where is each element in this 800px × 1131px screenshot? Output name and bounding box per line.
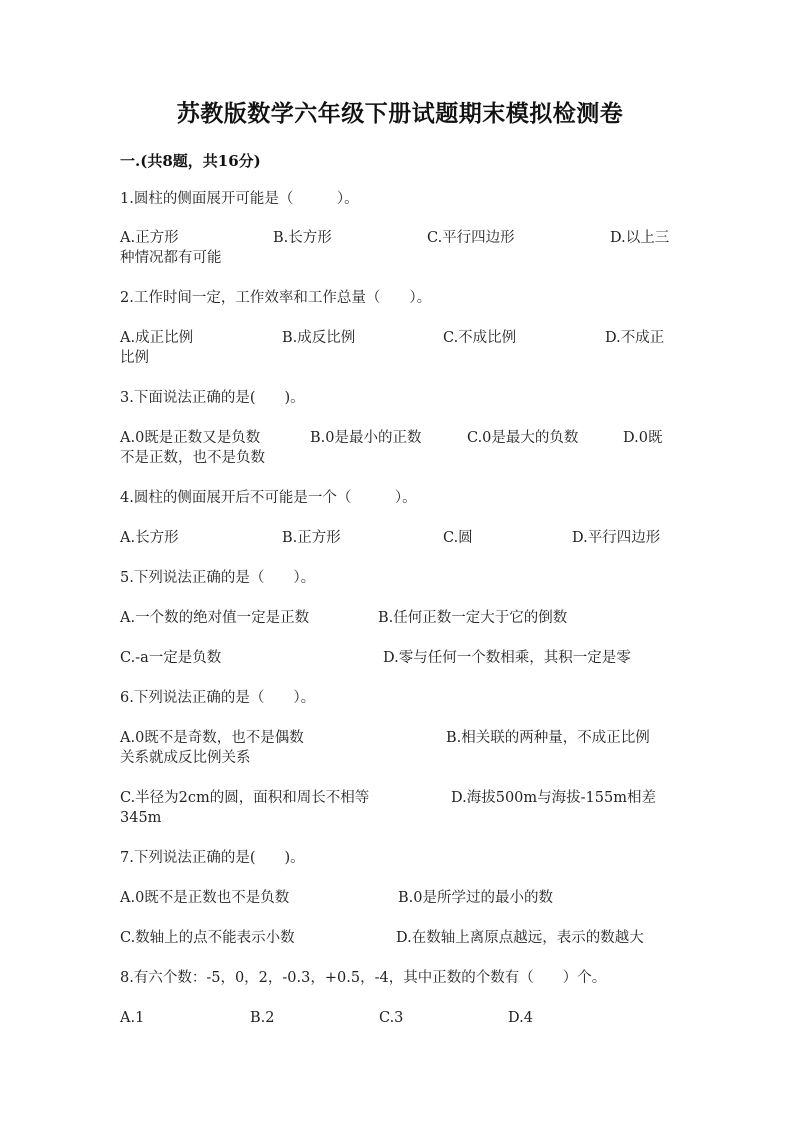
question-6-option-d-wrap: 345m [120, 810, 162, 826]
question-7-stem: 7.下列说法正确的是( )。 [120, 850, 305, 866]
question-1-option-b[interactable]: B.长方形 [273, 230, 332, 246]
question-5-option-d[interactable]: D.零与任何一个数相乘，其积一定是零 [383, 650, 631, 666]
question-2-option-a[interactable]: A.成正比例 [120, 330, 194, 346]
question-3-option-d[interactable]: D.0既 [623, 430, 663, 446]
question-8-stem: 8.有六个数：-5，0，2，-0.3，+0.5，-4，其中正数的个数有（ ）个。 [120, 970, 607, 986]
question-2-stem: 2.工作时间一定，工作效率和工作总量（ ）。 [120, 290, 432, 306]
question-6-option-b[interactable]: B.相关联的两种量，不成正比例 [446, 730, 650, 746]
question-1-stem: 1.圆柱的侧面展开可能是（ ）。 [120, 191, 359, 207]
question-5-option-a[interactable]: A.一个数的绝对值一定是正数 [120, 610, 310, 626]
question-4-option-d[interactable]: D.平行四边形 [572, 530, 661, 546]
question-8-option-d[interactable]: D.4 [508, 1010, 533, 1026]
question-2-option-d-wrap: 比例 [120, 350, 149, 366]
question-3-option-c[interactable]: C.0是最大的负数 [467, 430, 579, 446]
question-7-option-a[interactable]: A.0既不是正数也不是负数 [120, 890, 290, 906]
question-2-option-b[interactable]: B.成反比例 [282, 330, 356, 346]
question-6-stem: 6.下列说法正确的是（ ）。 [120, 690, 316, 706]
question-4-option-b[interactable]: B.正方形 [282, 530, 341, 546]
question-6-option-b-wrap: 关系就成反比例关系 [120, 750, 251, 766]
question-7-option-c[interactable]: C.数轴上的点不能表示小数 [120, 930, 295, 946]
question-1-option-d[interactable]: D.以上三 [610, 230, 670, 246]
question-3-option-a[interactable]: A.0既是正数又是负数 [120, 430, 261, 446]
question-4-stem: 4.圆柱的侧面展开后不可能是一个（ ）。 [120, 490, 417, 506]
question-7-option-d[interactable]: D.在数轴上离原点越远，表示的数越大 [396, 930, 644, 946]
question-1-option-d-wrap: 种情况都有可能 [120, 250, 222, 266]
question-8-option-b[interactable]: B.2 [250, 1010, 275, 1026]
question-8-option-c[interactable]: C.3 [379, 1010, 404, 1026]
question-5-stem: 5.下列说法正确的是（ ）。 [120, 570, 316, 586]
question-6-option-a[interactable]: A.0既不是奇数，也不是偶数 [120, 730, 304, 746]
question-7-option-b[interactable]: B.0是所学过的最小的数 [398, 890, 553, 906]
question-3-option-b[interactable]: B.0是最小的正数 [310, 430, 422, 446]
question-3-option-d-wrap: 不是正数，也不是负数 [120, 450, 265, 466]
page-title: 苏教版数学六年级下册试题期末模拟检测卷 [176, 100, 624, 127]
question-1-option-c[interactable]: C.平行四边形 [427, 230, 515, 246]
question-1-option-a[interactable]: A.正方形 [120, 230, 179, 246]
question-2-option-c[interactable]: C.不成比例 [443, 330, 517, 346]
question-5-option-c[interactable]: C.-a一定是负数 [120, 650, 222, 666]
question-2-option-d[interactable]: D.不成正 [605, 330, 665, 346]
question-6-option-c[interactable]: C.半径为2cm的圆，面积和周长不相等 [120, 790, 370, 806]
question-8-option-a[interactable]: A.1 [120, 1010, 145, 1026]
question-5-option-b[interactable]: B.任何正数一定大于它的倒数 [378, 610, 568, 626]
question-6-option-d[interactable]: D.海拔500m与海拔-155m相差 [451, 790, 656, 806]
question-4-option-c[interactable]: C.圆 [443, 530, 473, 546]
section-heading: 一.(共8题，共16分) [120, 152, 261, 170]
question-4-option-a[interactable]: A.长方形 [120, 530, 179, 546]
question-3-stem: 3.下面说法正确的是( )。 [120, 390, 305, 406]
